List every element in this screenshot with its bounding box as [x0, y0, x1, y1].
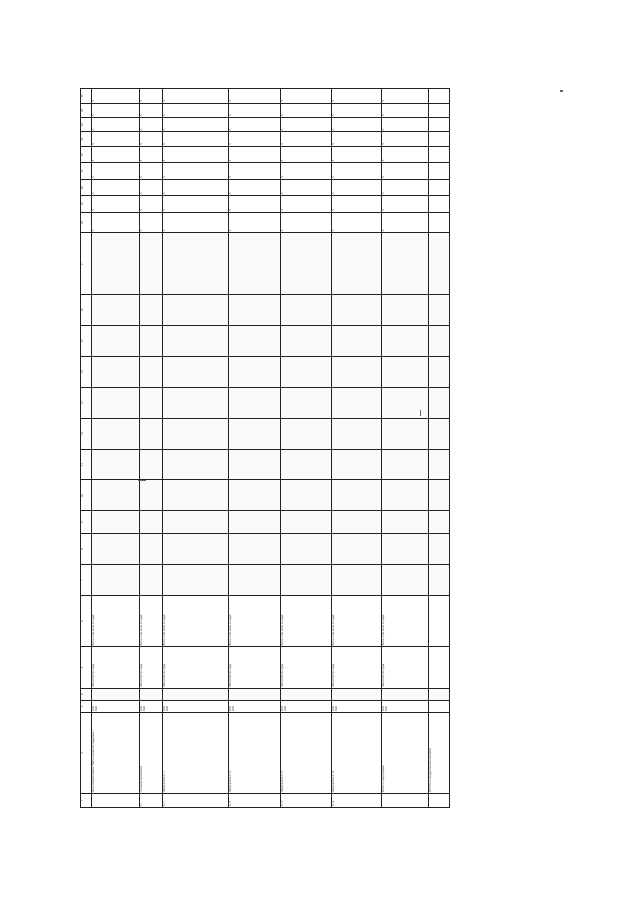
value-cell [331, 387, 382, 418]
cell-num [382, 793, 428, 807]
cell-name: Итого по подпрограмме [382, 713, 428, 793]
value-cell [428, 688, 449, 700]
cell-k: X [228, 212, 281, 233]
cell-name: Мероприятие 2.1.2 [228, 713, 281, 793]
scan-mark [560, 90, 563, 92]
header-cell: 5 [81, 647, 92, 688]
value-cell [91, 564, 139, 595]
value-cell [331, 688, 382, 700]
cell-k: X [163, 212, 228, 233]
cell-k: X [331, 163, 382, 179]
cell-src [428, 595, 449, 647]
value-cell [331, 418, 382, 449]
header-cell: 19 [81, 196, 92, 212]
cell-k: X [281, 179, 332, 195]
value-cell [140, 326, 163, 357]
header-cell: 9 [81, 511, 92, 534]
cell-k: X [163, 163, 228, 179]
cell-k: X [140, 212, 163, 233]
value-cell [91, 449, 139, 480]
cell-exec: Министерство труда [91, 647, 139, 688]
value-cell [281, 480, 332, 511]
value-cell [228, 688, 281, 700]
value-cell [228, 295, 281, 326]
cell-k: X [140, 89, 163, 104]
value-cell [91, 534, 139, 565]
header-cell: 24 [81, 118, 92, 132]
value-cell [91, 387, 139, 418]
value-cell [228, 534, 281, 565]
cell-years: 2016 2020 [163, 700, 228, 712]
table-row [228, 89, 281, 808]
cell-num [428, 793, 449, 807]
header-cell: 21 [81, 163, 92, 179]
cell-years: 2016 2020 [382, 700, 428, 712]
header-cell: 2 [81, 713, 92, 793]
value-cell [331, 356, 382, 387]
cell-exec: Министерство труда [331, 647, 382, 688]
value-cell [140, 418, 163, 449]
cell-num: 2.1 [140, 793, 163, 807]
cell-k: X [91, 103, 139, 117]
table-row [281, 89, 332, 808]
cell-src: Всего, в том числе по годам [140, 595, 163, 647]
value-cell [382, 534, 428, 565]
cell-k [428, 212, 449, 233]
cell-k: X [163, 89, 228, 104]
value-cell [428, 511, 449, 534]
cell-exec [428, 647, 449, 688]
value-cell [281, 233, 332, 295]
header-cell: 12 [81, 418, 92, 449]
cell-k [428, 103, 449, 117]
cell-src: Всего, в том числе по годам [163, 595, 228, 647]
value-cell [228, 564, 281, 595]
header-row [81, 89, 92, 808]
value-cell [228, 480, 281, 511]
cell-k: X [163, 118, 228, 132]
value-cell [91, 356, 139, 387]
header-cell: 16 [81, 295, 92, 326]
value-cell [382, 233, 428, 295]
budget-table [80, 88, 450, 808]
value-cell [281, 326, 332, 357]
cell-name: Мероприятие 2.1.1 [163, 713, 228, 793]
cell-exec: Министерство труда [163, 647, 228, 688]
cell-k: X [382, 103, 428, 117]
value-cell [331, 564, 382, 595]
value-cell [163, 418, 228, 449]
header-cell: 26 [81, 89, 92, 104]
value-cell [140, 387, 163, 418]
cell-src: Всего, в том числе по годам [331, 595, 382, 647]
value-cell [140, 233, 163, 295]
value-cell [331, 534, 382, 565]
cell-k: X [163, 146, 228, 162]
table-row [331, 89, 382, 808]
value-cell [281, 534, 332, 565]
cell-num: 2.1.4 [331, 793, 382, 807]
cell-k: X [228, 196, 281, 212]
header-cell: 7 [81, 564, 92, 595]
cell-k: X [331, 212, 382, 233]
value-cell [281, 418, 332, 449]
header-cell: 22 [81, 146, 92, 162]
scan-mark [420, 410, 421, 416]
value-cell [91, 418, 139, 449]
value-cell [382, 449, 428, 480]
cell-k: X [91, 212, 139, 233]
cell-k: X [228, 132, 281, 146]
value-cell [331, 511, 382, 534]
value-cell [331, 233, 382, 295]
value-cell [428, 534, 449, 565]
table-row [428, 89, 449, 808]
value-cell [281, 511, 332, 534]
cell-num: 2.1.2 [228, 793, 281, 807]
cell-k: X [163, 132, 228, 146]
header-cell: 13 [81, 387, 92, 418]
cell-name: Мероприятие 2.1.3 [281, 713, 332, 793]
cell-k [428, 118, 449, 132]
table-row [140, 89, 163, 808]
cell-k: X [140, 196, 163, 212]
value-cell [228, 418, 281, 449]
value-cell [281, 449, 332, 480]
value-cell [228, 326, 281, 357]
cell-src: Всего, в том числе по годам [228, 595, 281, 647]
cell-name: Мероприятие 2.1.4 [331, 713, 382, 793]
cell-k: X [382, 132, 428, 146]
cell-exec: Министерство труда [228, 647, 281, 688]
cell-k: X [331, 89, 382, 104]
rotated-table-wrapper [80, 88, 450, 808]
value-cell [228, 233, 281, 295]
cell-k [428, 179, 449, 195]
cell-years: 2016 2020 [331, 700, 382, 712]
cell-k: X [281, 163, 332, 179]
value-cell [163, 449, 228, 480]
value-cell [91, 688, 139, 700]
value-cell [91, 233, 139, 295]
cell-k: X [140, 118, 163, 132]
value-cell [140, 480, 163, 511]
value-cell [140, 534, 163, 565]
cell-k: X [228, 179, 281, 195]
header-cell: 11 [81, 449, 92, 480]
cell-k: X [382, 163, 428, 179]
cell-k: X [281, 146, 332, 162]
value-cell [163, 326, 228, 357]
header-cell: 4 [81, 688, 92, 700]
value-cell [163, 233, 228, 295]
cell-k: X [382, 146, 428, 162]
value-cell [382, 564, 428, 595]
value-cell [428, 564, 449, 595]
cell-k: X [91, 146, 139, 162]
header-cell: 10 [81, 480, 92, 511]
cell-k: X [91, 132, 139, 146]
cell-k: X [331, 146, 382, 162]
cell-k: X [228, 118, 281, 132]
value-cell [140, 356, 163, 387]
value-cell [281, 356, 332, 387]
header-cell: 1 [81, 793, 92, 807]
cell-years: 2016 2020 [140, 700, 163, 712]
table-row [91, 89, 139, 808]
header-cell: 25 [81, 103, 92, 117]
cell-k: X [382, 212, 428, 233]
value-cell [281, 688, 332, 700]
cell-src: Всего, в том числе по годам [382, 595, 428, 647]
value-cell [382, 511, 428, 534]
value-cell [228, 511, 281, 534]
cell-k: X [228, 146, 281, 162]
header-cell: 18 [81, 212, 92, 233]
cell-k: X [382, 118, 428, 132]
value-cell [428, 418, 449, 449]
value-cell [281, 564, 332, 595]
value-cell [428, 387, 449, 418]
value-cell [331, 480, 382, 511]
header-cell: 15 [81, 326, 92, 357]
cell-years [428, 700, 449, 712]
cell-num: 2.1.1 [163, 793, 228, 807]
cell-k: X [331, 179, 382, 195]
header-cell: 8 [81, 534, 92, 565]
value-cell [163, 534, 228, 565]
cell-k: X [91, 163, 139, 179]
value-cell [428, 449, 449, 480]
value-cell [163, 295, 228, 326]
value-cell [428, 356, 449, 387]
cell-k: X [331, 196, 382, 212]
value-cell [382, 326, 428, 357]
value-cell [382, 688, 428, 700]
table-row [163, 89, 228, 808]
header-cell: 20 [81, 179, 92, 195]
cell-k: X [163, 103, 228, 117]
value-cell [163, 511, 228, 534]
value-cell [228, 449, 281, 480]
cell-years: 2016 2020 [91, 700, 139, 712]
cell-k: X [382, 179, 428, 195]
value-cell [281, 387, 332, 418]
cell-exec: Министерство труда [281, 647, 332, 688]
cell-src: Всего, в том числе по годам [281, 595, 332, 647]
value-cell [91, 326, 139, 357]
cell-k [428, 89, 449, 104]
cell-k: X [281, 118, 332, 132]
value-cell [331, 449, 382, 480]
value-cell [91, 295, 139, 326]
cell-k: X [163, 196, 228, 212]
cell-k: X [228, 103, 281, 117]
header-cell: 17 [81, 233, 92, 295]
cell-num [91, 793, 139, 807]
cell-k: X [281, 196, 332, 212]
cell-k: X [228, 89, 281, 104]
cell-name: Цель 2 Подпрограмма: "Меры социальной поддержки..." [91, 713, 139, 793]
cell-k: X [91, 196, 139, 212]
table-body [81, 89, 450, 808]
cell-name: ИТОГО по государственной программе [428, 713, 449, 793]
cell-k: X [281, 89, 332, 104]
value-cell [331, 326, 382, 357]
cell-k: X [91, 118, 139, 132]
header-cell: 6 [81, 595, 92, 647]
cell-k: X [331, 103, 382, 117]
cell-exec: Министерство труда [140, 647, 163, 688]
value-cell [140, 688, 163, 700]
value-cell [163, 387, 228, 418]
cell-years: 2016 2020 [281, 700, 332, 712]
value-cell [91, 480, 139, 511]
value-cell [428, 295, 449, 326]
value-cell [281, 295, 332, 326]
value-cell [163, 564, 228, 595]
cell-k: X [228, 163, 281, 179]
value-cell [382, 418, 428, 449]
cell-k [428, 132, 449, 146]
cell-k [428, 196, 449, 212]
cell-k: X [140, 132, 163, 146]
table-row [382, 89, 428, 808]
value-cell [163, 480, 228, 511]
cell-k: X [140, 103, 163, 117]
cell-num: 2.1.3 [281, 793, 332, 807]
value-cell [228, 387, 281, 418]
cell-src: Всего, в том числе по годам [91, 595, 139, 647]
cell-k: X [140, 146, 163, 162]
cell-k: X [91, 179, 139, 195]
cell-k [428, 146, 449, 162]
scan-mark [138, 480, 146, 481]
cell-k: X [331, 118, 382, 132]
value-cell [163, 688, 228, 700]
value-cell [382, 356, 428, 387]
value-cell [428, 233, 449, 295]
cell-k: X [382, 196, 428, 212]
cell-k: X [91, 89, 139, 104]
header-cell: 14 [81, 356, 92, 387]
cell-name: Основное мероприятие [140, 713, 163, 793]
value-cell [163, 356, 228, 387]
cell-k: X [281, 132, 332, 146]
value-cell [382, 295, 428, 326]
cell-k: X [331, 132, 382, 146]
header-cell: 23 [81, 132, 92, 146]
value-cell [140, 295, 163, 326]
value-cell [428, 326, 449, 357]
cell-k: X [140, 163, 163, 179]
value-cell [382, 480, 428, 511]
value-cell [228, 356, 281, 387]
cell-k: X [382, 89, 428, 104]
value-cell [140, 511, 163, 534]
value-cell [91, 511, 139, 534]
header-cell: 3 [81, 700, 92, 712]
value-cell [331, 295, 382, 326]
cell-k [428, 163, 449, 179]
value-cell [428, 480, 449, 511]
cell-k: X [281, 212, 332, 233]
value-cell [140, 564, 163, 595]
value-cell [382, 387, 428, 418]
cell-k: X [163, 179, 228, 195]
cell-k: X [281, 103, 332, 117]
value-cell [140, 449, 163, 480]
cell-exec: Министерство труда [382, 647, 428, 688]
cell-k: X [140, 179, 163, 195]
cell-years: 2016 2020 [228, 700, 281, 712]
